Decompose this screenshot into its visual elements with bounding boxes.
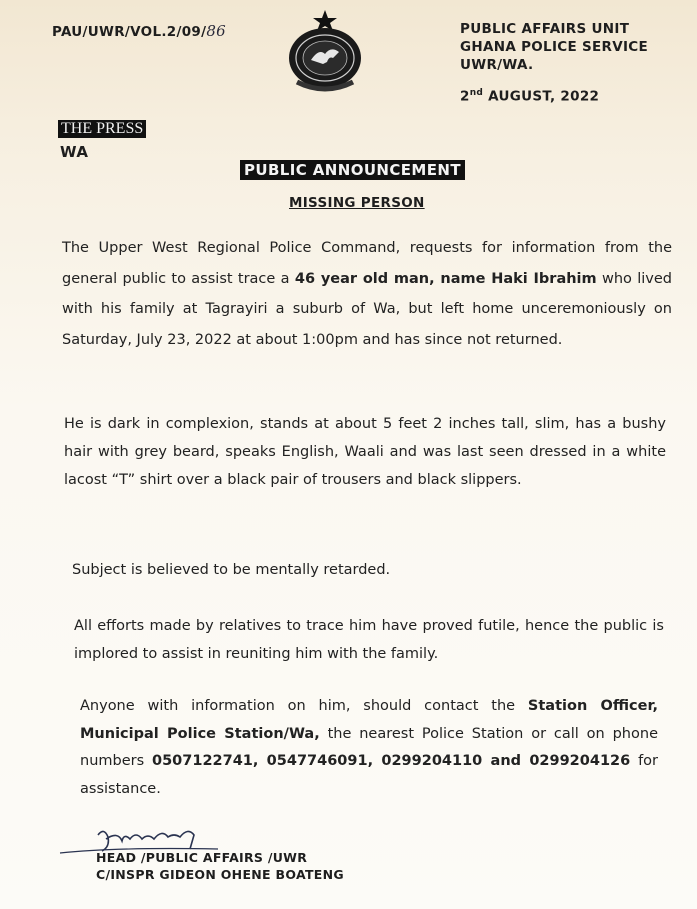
intro-missing-person-name: 46 year old man, name Haki Ibrahim [294, 270, 597, 287]
signatory-name: C/INSPR GIDEON OHENE BOATENG [96, 867, 344, 882]
police-crest-logo [283, 8, 367, 94]
paragraph-condition: Subject is believed to be mentally retarded. [72, 562, 391, 578]
issuing-unit [460, 20, 648, 74]
date-suffix: nd [469, 88, 484, 98]
unit-line-2: GHANA POLICE SERVICE [460, 39, 649, 55]
intro-text-c: who lived with his family at Tagrayiri a suburb of Wa, but left home unceremoniously on Saturday, July 23, 2022 at about 1:00pm and has since not returned. [62, 270, 673, 348]
document-date [460, 88, 599, 105]
contact-phone-numbers: 0507122741, 0547746091, 0299204110 and 0299204126 [152, 753, 631, 769]
recipient-line-2: WA [60, 143, 89, 161]
contact-text-e: for assistance. [80, 753, 659, 797]
recipient-line-1: THE PRESS [58, 120, 146, 138]
subject-title: MISSING PERSON [289, 195, 425, 211]
reference-text: PAU/UWR/VOL.2/09/ [52, 24, 207, 40]
paragraph-description: He is dark in complexion, stands at about 5 feet 2 inches tall, slim, has a bushy hair with grey beard, speaks English, Waali and was last seen dressed in a white lacost “T” shirt over a black pair of trousers and black slippers. [64, 416, 666, 488]
reference-number [52, 22, 226, 40]
contact-text-c: the nearest Police Station or call on phone numbers [80, 725, 658, 769]
date-day: 2 [460, 88, 470, 105]
unit-line-1: PUBLIC AFFAIRS UNIT [460, 21, 630, 37]
signatory-title: HEAD /PUBLIC AFFAIRS /UWR [96, 850, 308, 865]
paragraph-contact [80, 693, 658, 803]
contact-station: Station Officer, Municipal Police Station/Wa, [80, 698, 658, 742]
unit-line-3: UWR/WA. [460, 57, 534, 73]
paragraph-intro [62, 233, 672, 355]
paragraph-efforts: All efforts made by relatives to trace him have proved futile, hence the public is implored to assist in reuniting him with the family. [74, 618, 664, 662]
date-month-year: AUGUST, 2022 [483, 88, 600, 105]
announcement-title: PUBLIC ANNOUNCEMENT [240, 160, 465, 180]
contact-text-a: Anyone with information on him, should contact the [80, 698, 528, 714]
intro-text-a: The Upper West Regional Police Command, requests for information from the general public to assist trace a [62, 240, 672, 287]
reference-handwritten: 86 [206, 22, 227, 40]
